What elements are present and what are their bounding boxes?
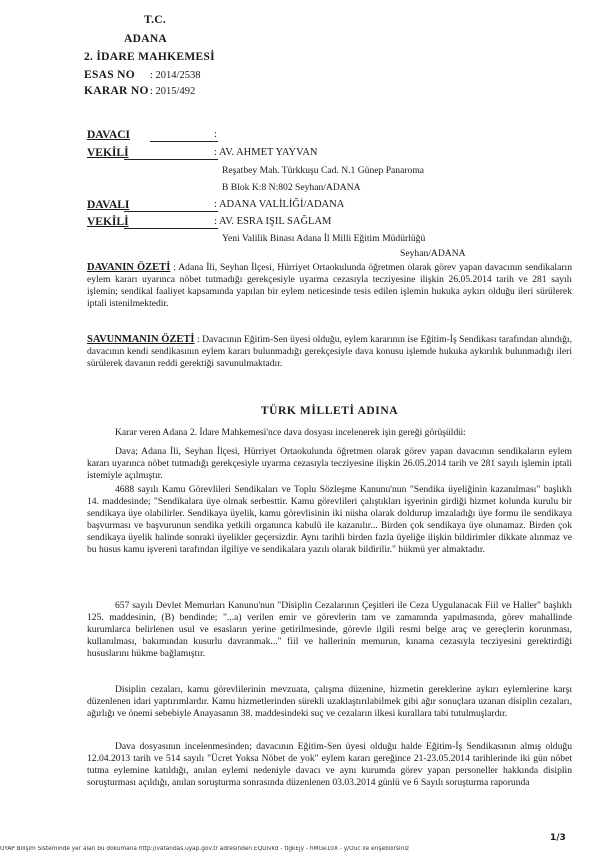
body-paragraph-1: Dava; Adana İli, Seyhan İlçesi, Hürriyet Ortaokulunda öğretmen olarak görev yapan davacının sendikaların eylem kararı uyarınca nöbet tutmadığı gerekçesiyle uyarma cezasıyla tecziyesine ilişkin 26.05.2014 tarih ve 281 sayılı işlemin iptali istemiyle açılmıştır. (87, 446, 572, 482)
vekili-value: : AV. AHMET YAYVAN (214, 147, 318, 158)
body-paragraph-4: Disiplin cezaları, kamu görevlilerinin mevzuata, çalışma düzenine, hizmetin gereklerine aykırı eylemlerine karşı düzenlenen idari yaptırımlardır. Kamu hizmetlerinden sürekli uzaklaştırılabilmek gibi ağır sonuçlara uzanan disiplin cezaları, ağırlığı ve önemi sebebiyle Anayasanın 38. maddesindeki suç ve cezaların ilkesi kurallara tabi tutulmuşlardır. (87, 684, 572, 720)
savunmanin-ozeti-text: : Davacının Eğitim-Sen üyesi olduğu, eylem kararının ise Eğitim-İş Sendikası tarafından alındığı, davacının kendi sendikasının eylem kararı bulunmadığı gerekçesiyle dava konusu işlemde hukuka aykırılık bulunmadığı ileri sürülerek davanın reddi gerektiği savunulmaktadır. (87, 334, 572, 370)
davali-label: DAVALI (87, 199, 130, 211)
davali-value: : ADANA VALİLİĞİ/ADANA (214, 199, 345, 210)
davanin-ozeti-label: DAVANIN ÖZETİ (87, 262, 171, 273)
vekili2-address-line2: Seyhan/ADANA (400, 248, 466, 259)
davanin-ozeti-section (87, 262, 572, 310)
davali-underline (124, 199, 218, 212)
davaci-colon: : (214, 129, 217, 140)
savunmanin-ozeti-label: SAVUNMANIN ÖZETİ (87, 334, 195, 345)
header-tc: T.C. (144, 14, 167, 26)
vekili2-address-line1: Yeni Valilik Binası Adana İl Milli Eğitim Müdürlüğü (222, 233, 426, 244)
body-paragraph-2: 4688 sayılı Kamu Görevlileri Sendikaları ve Toplu Sözleşme Kanunu'nun "Sendika üyeliğinin kazanılması" başlıklı 14. maddesinde; "Sendikalara üye olmak serbesttir. Kamu görevlileri çalıştıkları işyerinin girdiği hizmet kolunda kurulu bir sendikaya üye olabilirler. Sendikaya üyelik, kamu görevlisinin iki nüsha olarak doldurup imzaladığı üye formu ile sendikaya başvurması ve başvurunun sendika yetkili organınca kabulü ile kazanılır... Birden çok sendikaya üye olunamaz. Birden çok sendikaya üyelik halinde sonraki üyelikler geçersizdir. Aynı tarihli birden fazla üyeliğe ilişkin bildirimler dikkate alınmaz ve bu husus kamu işvereni tarafından ilgiliye ve sendikalara yazılı olarak bildirilir." hükmü yer almaktadır. (87, 484, 572, 556)
vekili2-label: VEKİLİ (87, 216, 129, 228)
page-number: 1/3 (550, 833, 566, 843)
davaci-label: DAVACI (87, 129, 131, 141)
body-intro: Karar veren Adana 2. İdare Mahkemesi'nce dava dosyası incelenerek işin gereği görüşüldü: (115, 427, 466, 438)
vekili-underline (124, 147, 218, 160)
header-court: 2. İDARE MAHKEMESİ (84, 51, 215, 63)
karar-value: : 2015/492 (150, 86, 196, 97)
vekili-label: VEKİLİ (87, 147, 129, 159)
body-paragraph-5: Dava dosyasının incelenmesinden; davacının Eğitim-Sen üyesi olduğu halde Eğitim-İş Sendikasının almış olduğu 12.04.2013 tarih ve 514 sayılı "Ücret Yoksa Nöbet de yok" eylem kararı gereğince 21-23.05.2014 tarihlerinde iki gün nöbet tutma eylemine katıldığı, anılan eylemi nedeniyle davacı ve aynı kurumda görev yapan personeller hakkında disiplin soruşturması açıldığı, anılan soruşturma sonrasında düzenlenen 03.03.2014 günlü ve 6 Sayılı soruşturma raporunda (87, 741, 572, 789)
esas-value: : 2014/2538 (150, 70, 201, 81)
vekili-address-line1: Reşatbey Mah. Türkkuşu Cad. N.1 Günep Panaroma (222, 165, 425, 176)
karar-label: KARAR NO (84, 85, 149, 97)
davanin-ozeti-text: : Adana İli, Seyhan İlçesi, Hürriyet Ortaokulunda öğretmen olarak görev yapan davacının sendikaların eylem kararı uyarınca nöbet tutmadığı gerekçesiyle uyarma cezasıyla tecziyesine ilişkin 26.05.2014 tarih ve 281 sayılı işlemin; sendikal faaliyet kapsamında yapılan bir eylem neticesinde tesis edilen işlemin hukuka aykırı olduğu ileri sürülerek iptali istenilmektedir. (87, 262, 573, 310)
vekili2-value: : AV. ESRA IŞIL SAĞLAM (214, 216, 332, 227)
vekili-address-line2: B Blok K:8 N:802 Seyhan/ADANA (222, 182, 361, 193)
header-city: ADANA (124, 33, 168, 45)
esas-label: ESAS NO (84, 69, 135, 81)
decision-title: TÜRK MİLLETİ ADINA (260, 405, 399, 417)
uyap-footer: UYAP Bilişim Sisteminde yer alan bu dokümana http://vatandas.uyap.gov.tr adresinden EQUIvkd - tIgkEjy - hMGe10X - y/Ouc ile erişebilirsiniz (0, 846, 409, 852)
vekili2-underline (124, 216, 218, 229)
savunmanin-ozeti-section (87, 334, 572, 370)
body-paragraph-3: 657 sayılı Devlet Memurları Kanunu'nun "Disiplin Cezalarının Çeşitleri ile Ceza Uygulanacak Fiil ve Haller" başlıklı 125. maddesinin, (B) bendinde; "...a) verilen emir ve görevlerin tam ve zamanında yapılmasında, görev mahallinde kurumlarca belirlenen usul ve esasların yerine getirilmesinde, görevle ilgili resmi belge araç ve gereçlerin korunması, kullanılması, bakımından kusurlu davranmak..." fiil ve hallerinin memurun, kınama cezasıyla tecziyesini gerektirdiği hususlarını hükme bağlamıştır. (87, 600, 572, 660)
davaci-underline (150, 129, 218, 142)
